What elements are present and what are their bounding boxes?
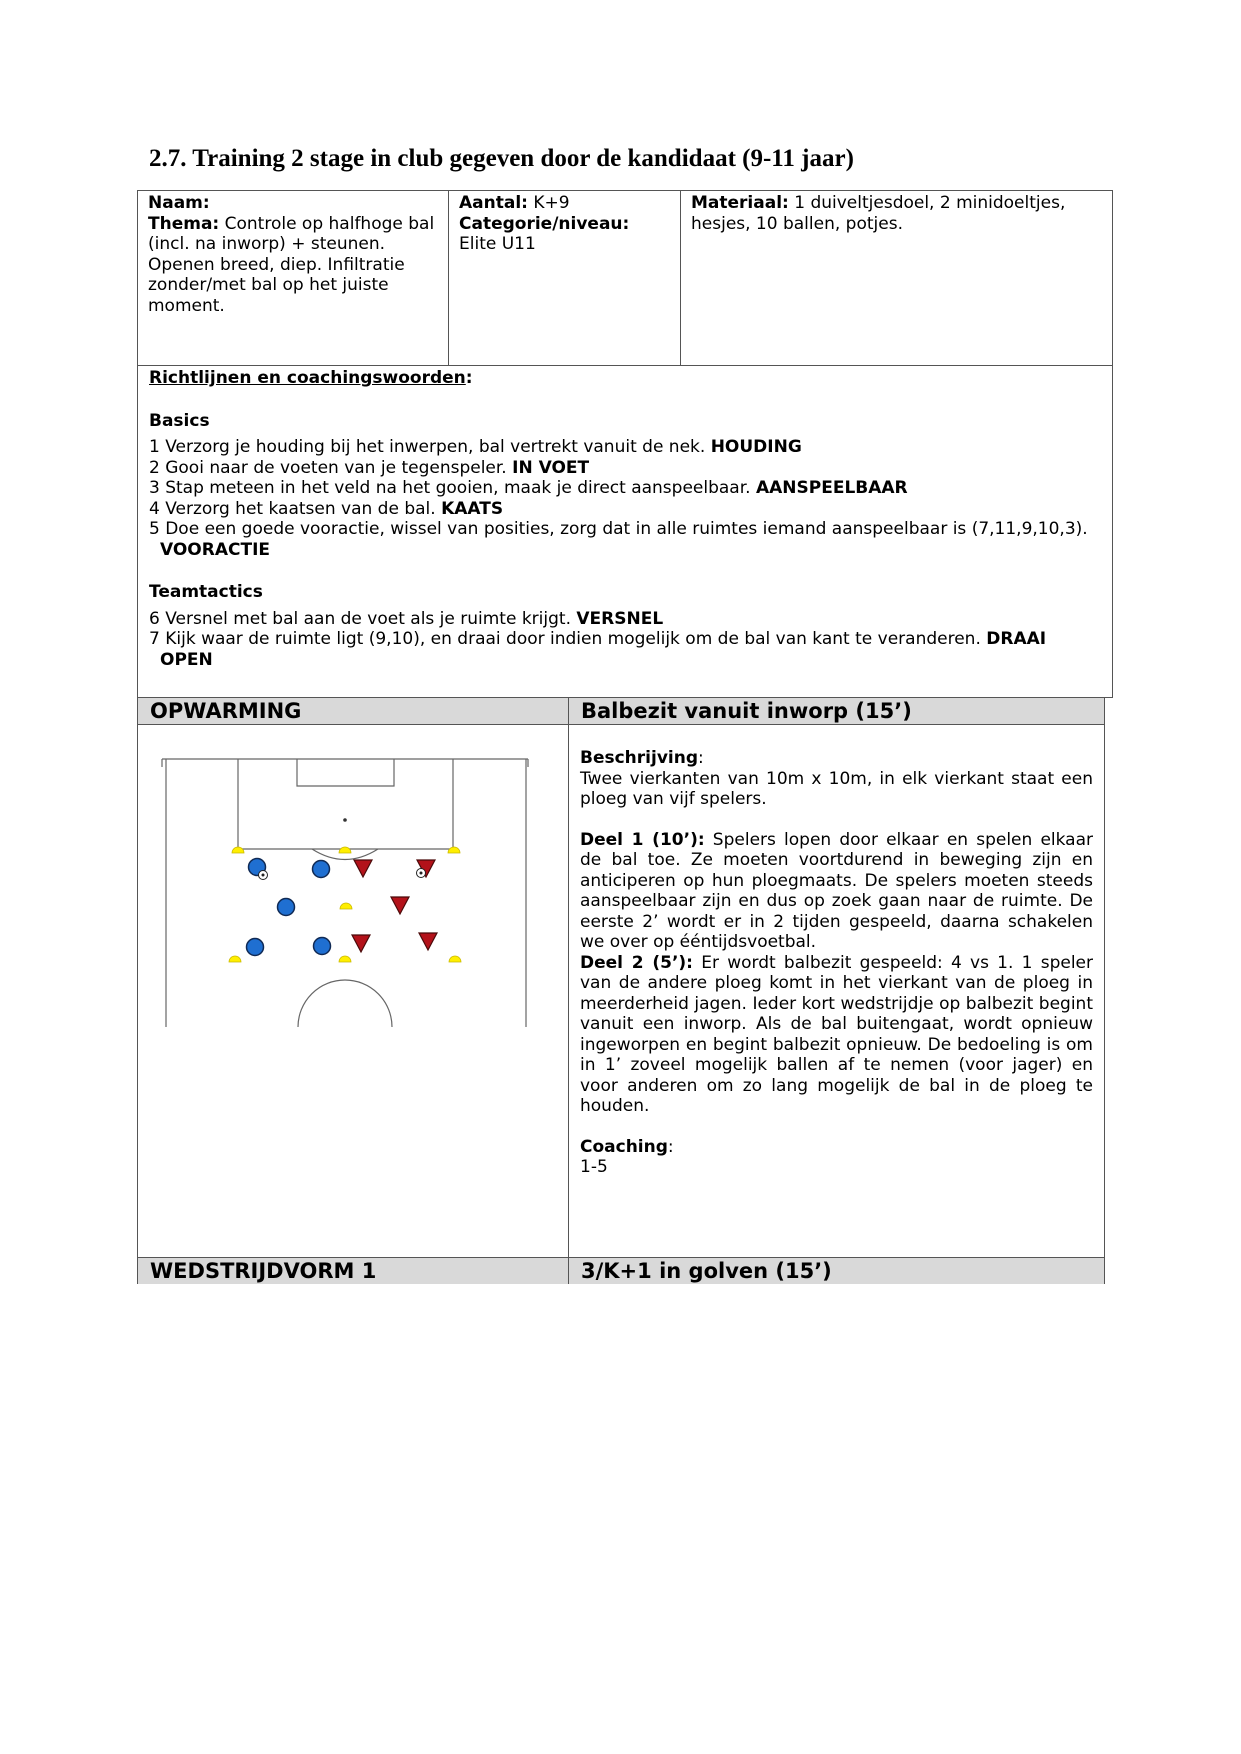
match-form-title: WEDSTRIJDVORM 1 — [138, 1258, 569, 1284]
coaching-colon: : — [667, 1136, 674, 1157]
red-player — [419, 933, 437, 950]
thema-label: Thema: — [148, 213, 220, 234]
aantal-label: Aantal: — [459, 193, 528, 213]
teamtactics-text: 6 Versnel met bal aan de voet als je ruimte krijgt. — [149, 608, 577, 629]
guidelines-title: Richtlijnen en coachingswoorden — [149, 368, 466, 388]
basics-keyword: IN VOET — [512, 457, 590, 478]
categorie-label: Categorie/niveau: — [459, 213, 630, 234]
warmup-title: OPWARMING — [138, 698, 569, 724]
blue-player — [247, 939, 264, 956]
teamtactics-item — [149, 609, 1101, 630]
materiaal-label: Materiaal: — [691, 193, 789, 213]
basics-keyword: HOUDING — [710, 437, 802, 457]
red-player — [352, 935, 370, 952]
field-diagram — [138, 725, 567, 1257]
basics-keyword: AANSPEELBAAR — [755, 478, 908, 498]
teamtactics-item — [149, 629, 1101, 650]
deel2-paragraph — [580, 953, 1093, 1117]
deel1-label: Deel 1 (10’): — [580, 829, 705, 850]
basics-heading: Basics — [149, 410, 210, 431]
cone — [339, 847, 351, 853]
warmup-header-row — [138, 698, 1104, 725]
red-player — [391, 897, 409, 914]
session-info-table — [137, 190, 1113, 366]
basics-keyword: VOORACTIE — [160, 539, 271, 560]
pitch-lines — [162, 759, 528, 1027]
deel2-label: Deel 2 (5’): — [580, 952, 693, 973]
basics-text: 4 Verzorg het kaatsen van de bal. — [149, 498, 442, 519]
blue-player — [314, 938, 331, 955]
cone — [449, 956, 461, 962]
penalty-spot — [343, 818, 347, 822]
basics-item — [149, 458, 1101, 479]
basics-text: 2 Gooi naar de voeten van je tegenspeler. — [149, 457, 513, 478]
coaching-label: Coaching — [580, 1136, 668, 1157]
ball-patch — [262, 874, 265, 877]
basics-item — [149, 437, 1101, 458]
basics-keyword: KAATS — [441, 498, 504, 519]
basics-item — [149, 478, 1101, 499]
aantal-categorie-cell — [449, 191, 681, 365]
match-form-exercise-title: 3/K+1 in golven (15’) — [581, 1259, 832, 1283]
materiaal-cell — [681, 191, 1113, 365]
aantal-value: K+9 — [527, 193, 570, 213]
blue-player — [313, 861, 330, 878]
deel2-text: Er wordt balbezit gespeeld: 4 vs 1. 1 speler van de andere ploeg komt in het vierkant van de ploeg in meerderheid jagen. Ieder kort wedstrijdje op balbezit begint vanuit een inworp. Als de bal buitengaat, wordt opnieuw ingeworpen en begint balbezit opnieuw. De bedoeling is om in 1’ zoveel mogelijk ballen af te nemen (voor jager) en voor anderen om zo lang mogelijk de bal in de ploeg te houden. — [580, 952, 1093, 1116]
teamtactics-keyword: VERSNEL — [576, 608, 664, 629]
materiaal-value: 1 duiveltjesdoel, 2 minidoeltjes, hesjes, 10 ballen, potjes. — [691, 193, 1066, 234]
basics-item — [149, 499, 1101, 520]
categorie-value: Elite U11 — [459, 234, 536, 254]
cone — [340, 903, 352, 909]
thema-block — [148, 214, 438, 317]
basics-text: 5 Doe een goede vooractie, wissel van posities, zorg dat in alle ruimtes iemand aanspeelbaar is (7,11,9,10,3). — [149, 519, 1088, 539]
coaching-value: 1-5 — [580, 1157, 608, 1177]
teamtactics-text: 7 Kijk waar de ruimte ligt (9,10), en draai door indien mogelijk om de bal van kant te veranderen. — [149, 629, 987, 649]
red-player — [354, 860, 372, 877]
balls — [259, 869, 426, 880]
basics-item — [149, 519, 1101, 540]
teamtactics-keyword: DRAAI — [986, 629, 1047, 649]
beschrijving-text: Twee vierkanten van 10m x 10m, in elk vierkant staat een ploeg van vijf spelers. — [580, 768, 1093, 809]
beschrijving-label: Beschrijving — [580, 748, 699, 768]
cone — [232, 847, 244, 853]
naam-thema-cell — [138, 191, 449, 365]
warmup-exercise-title: Balbezit vanuit inworp (15’) — [581, 699, 912, 723]
deel1-paragraph — [580, 830, 1093, 953]
basics-text: 1 Verzorg je houding bij het inwerpen, bal vertrekt vanuit de nek. — [149, 437, 711, 457]
warmup-diagram-cell — [138, 725, 569, 1257]
thema-value: Controle op halfhoge bal (incl. na inworp) + steunen. Openen breed, diep. Infiltratie zonder/met bal op het juiste moment. — [148, 213, 435, 316]
teamtactics-heading: Teamtactics — [149, 582, 263, 602]
beschrijving-colon: : — [698, 748, 704, 768]
guidelines-title-colon: : — [465, 368, 473, 388]
cone — [339, 956, 351, 962]
exercise-table — [137, 697, 1105, 1284]
page-heading: 2.7. Training 2 stage in club gegeven door de kandidaat (9-11 jaar) — [149, 145, 854, 172]
guidelines-section — [137, 365, 1113, 698]
naam-label: Naam: — [148, 193, 210, 213]
teamtactics-keyword: OPEN — [160, 649, 213, 670]
deel1-text: Spelers lopen door elkaar en spelen elkaar de bal toe. Ze moeten voortdurend in beweging zijn en anticiperen op hun ploegmaats. De spelers moeten steeds aanspeelbaar zijn en dus op zoek gaan naar de ruimte. De eerste 2’ wordt er in 2 tijden gespeeld, daarna schakelen we over op ééntijdsvoetbal. — [580, 829, 1093, 952]
match-form-header-row — [138, 1257, 1104, 1284]
blue-player — [278, 899, 295, 916]
warmup-description-cell — [569, 725, 1104, 1257]
basics-text: 3 Stap meteen in het veld na het gooien, maak je direct aanspeelbaar. — [149, 478, 756, 498]
ball-patch — [420, 872, 423, 875]
cone — [448, 847, 460, 853]
cone — [229, 956, 241, 962]
